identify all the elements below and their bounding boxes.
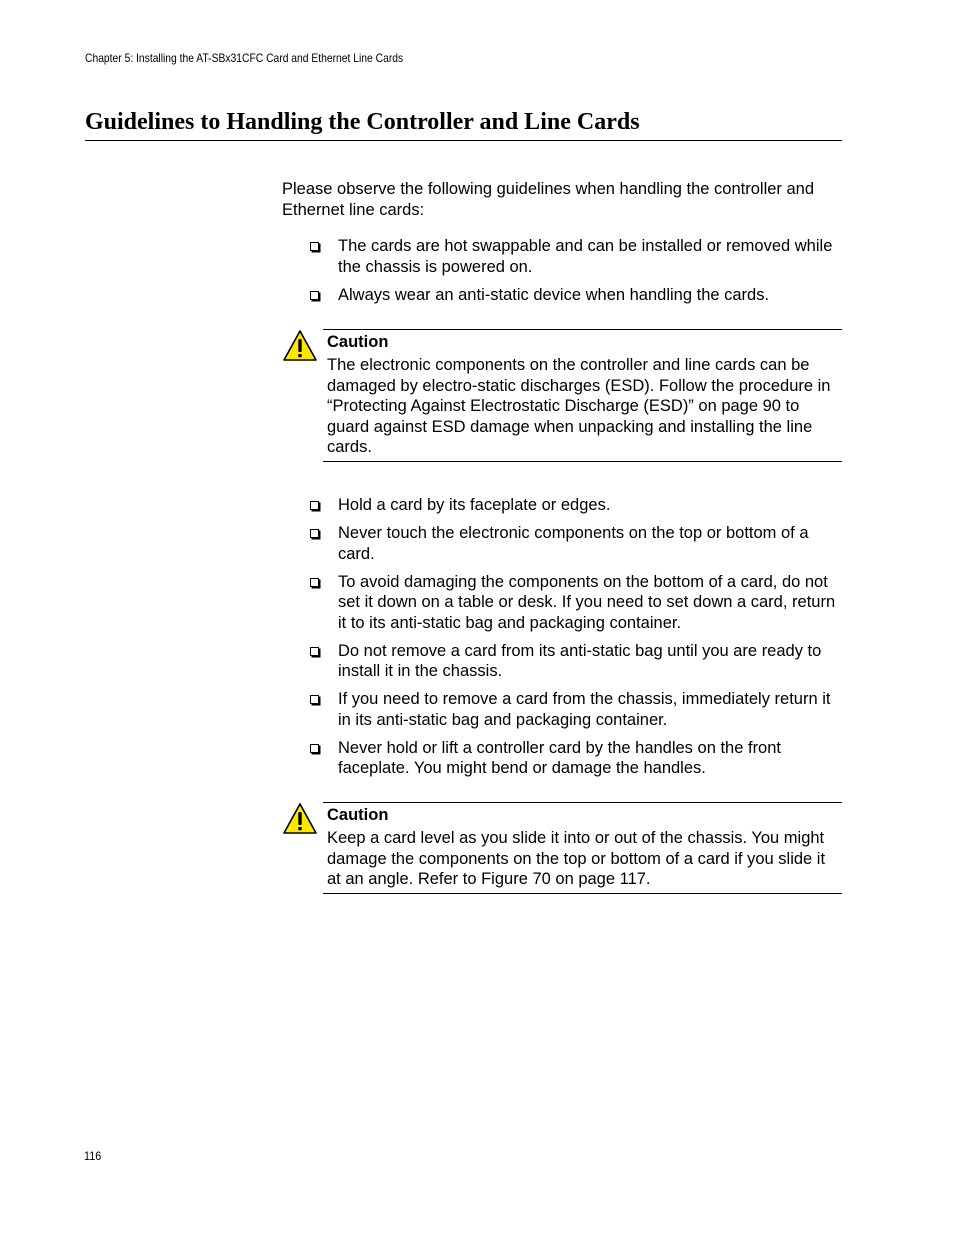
list-item: Never hold or lift a controller card by the handles on the front faceplate. You might bend or damage the handles. [310, 738, 842, 779]
list-item: The cards are hot swappable and can be installed or removed while the chassis is powered on. [310, 236, 842, 277]
page-number: 116 [84, 1149, 102, 1163]
box-bullet-icon [310, 529, 319, 538]
caution-box [323, 802, 842, 894]
caution-text: Keep a card level as you slide it into or out of the chassis. You might damage the components on the top or bottom of a card if you slide it at an angle. Refer to Figure 70 on page 117. [327, 829, 826, 888]
box-bullet-icon [310, 695, 319, 704]
list-item: Do not remove a card from its anti-static bag until you are ready to install it in the chassis. [310, 641, 842, 682]
section-title: Guidelines to Handling the Controller and Line Cards [85, 106, 842, 141]
caution-text: The electronic components on the controller and line cards can be damaged by electro-static discharges (ESD). Follow the procedure in “Protecting Against Electrostatic Discharge (ESD)” on page 90 to guard against ESD damage when unpacking and installing the line cards. [327, 356, 831, 456]
warning-triangle-icon [282, 329, 318, 363]
intro-paragraph: Please observe the following guidelines when handling the controller and Ethernet line cards: [282, 180, 815, 219]
box-bullet-icon [310, 744, 319, 753]
list-item: Hold a card by its faceplate or edges. [310, 495, 842, 516]
caution-title: Caution [327, 333, 389, 351]
list-item: To avoid damaging the components on the bottom of a card, do not set it down on a table or desk. If you need to set down a card, return it to its anti-static bag and packaging container. [310, 572, 842, 634]
running-header: Chapter 5: Installing the AT-SBx31CFC Card and Ethernet Line Cards [85, 51, 404, 65]
caution-title: Caution [327, 806, 389, 824]
box-bullet-icon [310, 501, 319, 510]
list-item: Always wear an anti-static device when handling the cards. [310, 285, 842, 306]
guideline-list-a [310, 236, 842, 313]
warning-triangle-icon [282, 802, 318, 836]
box-bullet-icon [310, 647, 319, 656]
list-item: Never touch the electronic components on the top or bottom of a card. [310, 523, 842, 564]
guideline-list-b [310, 495, 842, 786]
box-bullet-icon [310, 242, 319, 251]
list-item: If you need to remove a card from the chassis, immediately return it in its anti-static bag and packaging container. [310, 689, 842, 730]
caution-box [323, 329, 842, 462]
box-bullet-icon [310, 291, 319, 300]
box-bullet-icon [310, 578, 319, 587]
